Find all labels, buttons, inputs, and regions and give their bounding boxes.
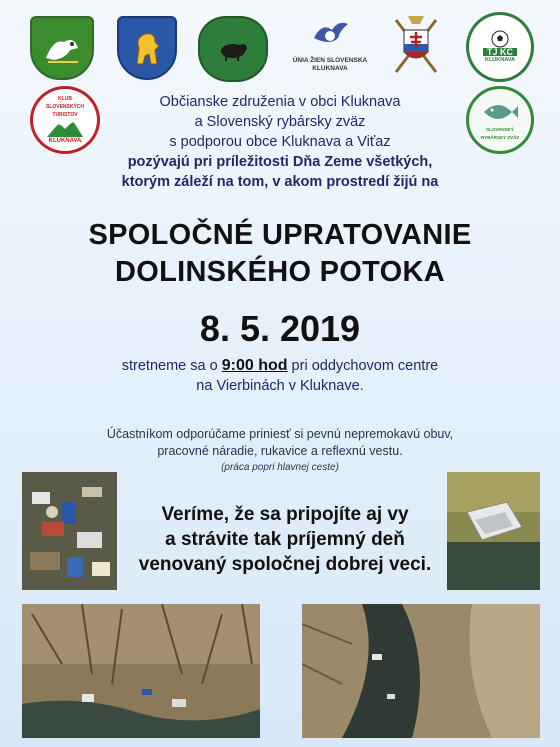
event-title-line-2: DOLINSKÉHO POTOKA	[114, 256, 446, 288]
organizers-line-2: a Slovenský rybársky zväz	[194, 114, 366, 130]
lion-coat-of-arms-icon	[117, 16, 177, 80]
tourist-club-logo	[30, 86, 100, 154]
meeting-time: 9:00 hod	[221, 357, 288, 374]
organizers-line-1: Občianske združenia v obci Kluknava	[159, 94, 401, 110]
organizers-line-3: s podporou obce Kluknava a Viťaz	[169, 134, 391, 150]
fishing-union-name: SLOVENSKÝ RYBÁRSKY ZVÄZ	[480, 127, 519, 140]
polluted-creek-photo	[302, 604, 540, 738]
meeting-line-2: na Vierbinách v Kluknave.	[196, 378, 364, 394]
discarded-bathtub-in-stream-photo	[447, 472, 540, 590]
advice-line-1: Účastníkom odporúčame priniesť si pevnú nepremokavú obuv,	[106, 427, 454, 441]
event-title-line-1: SPOLOČNÉ UPRATOVANIE	[88, 219, 472, 251]
closing-line-2: a strávite tak príjemný deň	[165, 529, 405, 550]
event-date: 8. 5. 2019	[199, 308, 361, 349]
invitation-line-2: ktorým záleží na tom, v akom prostredí žijú na	[121, 174, 439, 190]
women-union-logo	[290, 16, 370, 78]
kluknava-coat-of-arms-icon	[30, 16, 94, 80]
tourist-club-name: KLUB SLOVENSKÝCH TURISTOV	[45, 96, 85, 118]
invitation-line-1: pozývajú pri príležitosti Dňa Zeme všetkých,	[127, 154, 433, 170]
garbage-pile-photo	[22, 472, 117, 590]
club-initials: TJ KC	[483, 48, 517, 56]
women-union-name: ÚNIA ŽIEN SLOVENSKA	[292, 57, 368, 64]
women-union-place: KLUKNAVA	[312, 65, 348, 72]
tourist-club-place: KLUKNAVA	[48, 138, 82, 144]
meeting-line-1	[40, 356, 520, 376]
closing-line-1: Veríme, že sa pripojíte aj vy	[161, 504, 409, 525]
firefighters-emblem-icon	[388, 12, 444, 80]
football-club-logo	[466, 12, 534, 82]
closing-line-3: venovaný spoločnej dobrej veci.	[138, 554, 432, 575]
advice-note: (práca popri hlavnej ceste)	[221, 462, 339, 473]
fishing-union-logo	[466, 86, 534, 154]
meeting-suffix: pri oddychovom centre	[291, 358, 439, 374]
meeting-prefix: stretneme sa o	[121, 358, 218, 374]
hunters-association-icon	[198, 16, 268, 82]
club-place: KLUKNAVA	[484, 57, 516, 63]
advice-line-2: pracovné náradie, rukavice a reflexnú vestu.	[157, 444, 403, 458]
littered-stream-bank-photo	[22, 604, 260, 738]
